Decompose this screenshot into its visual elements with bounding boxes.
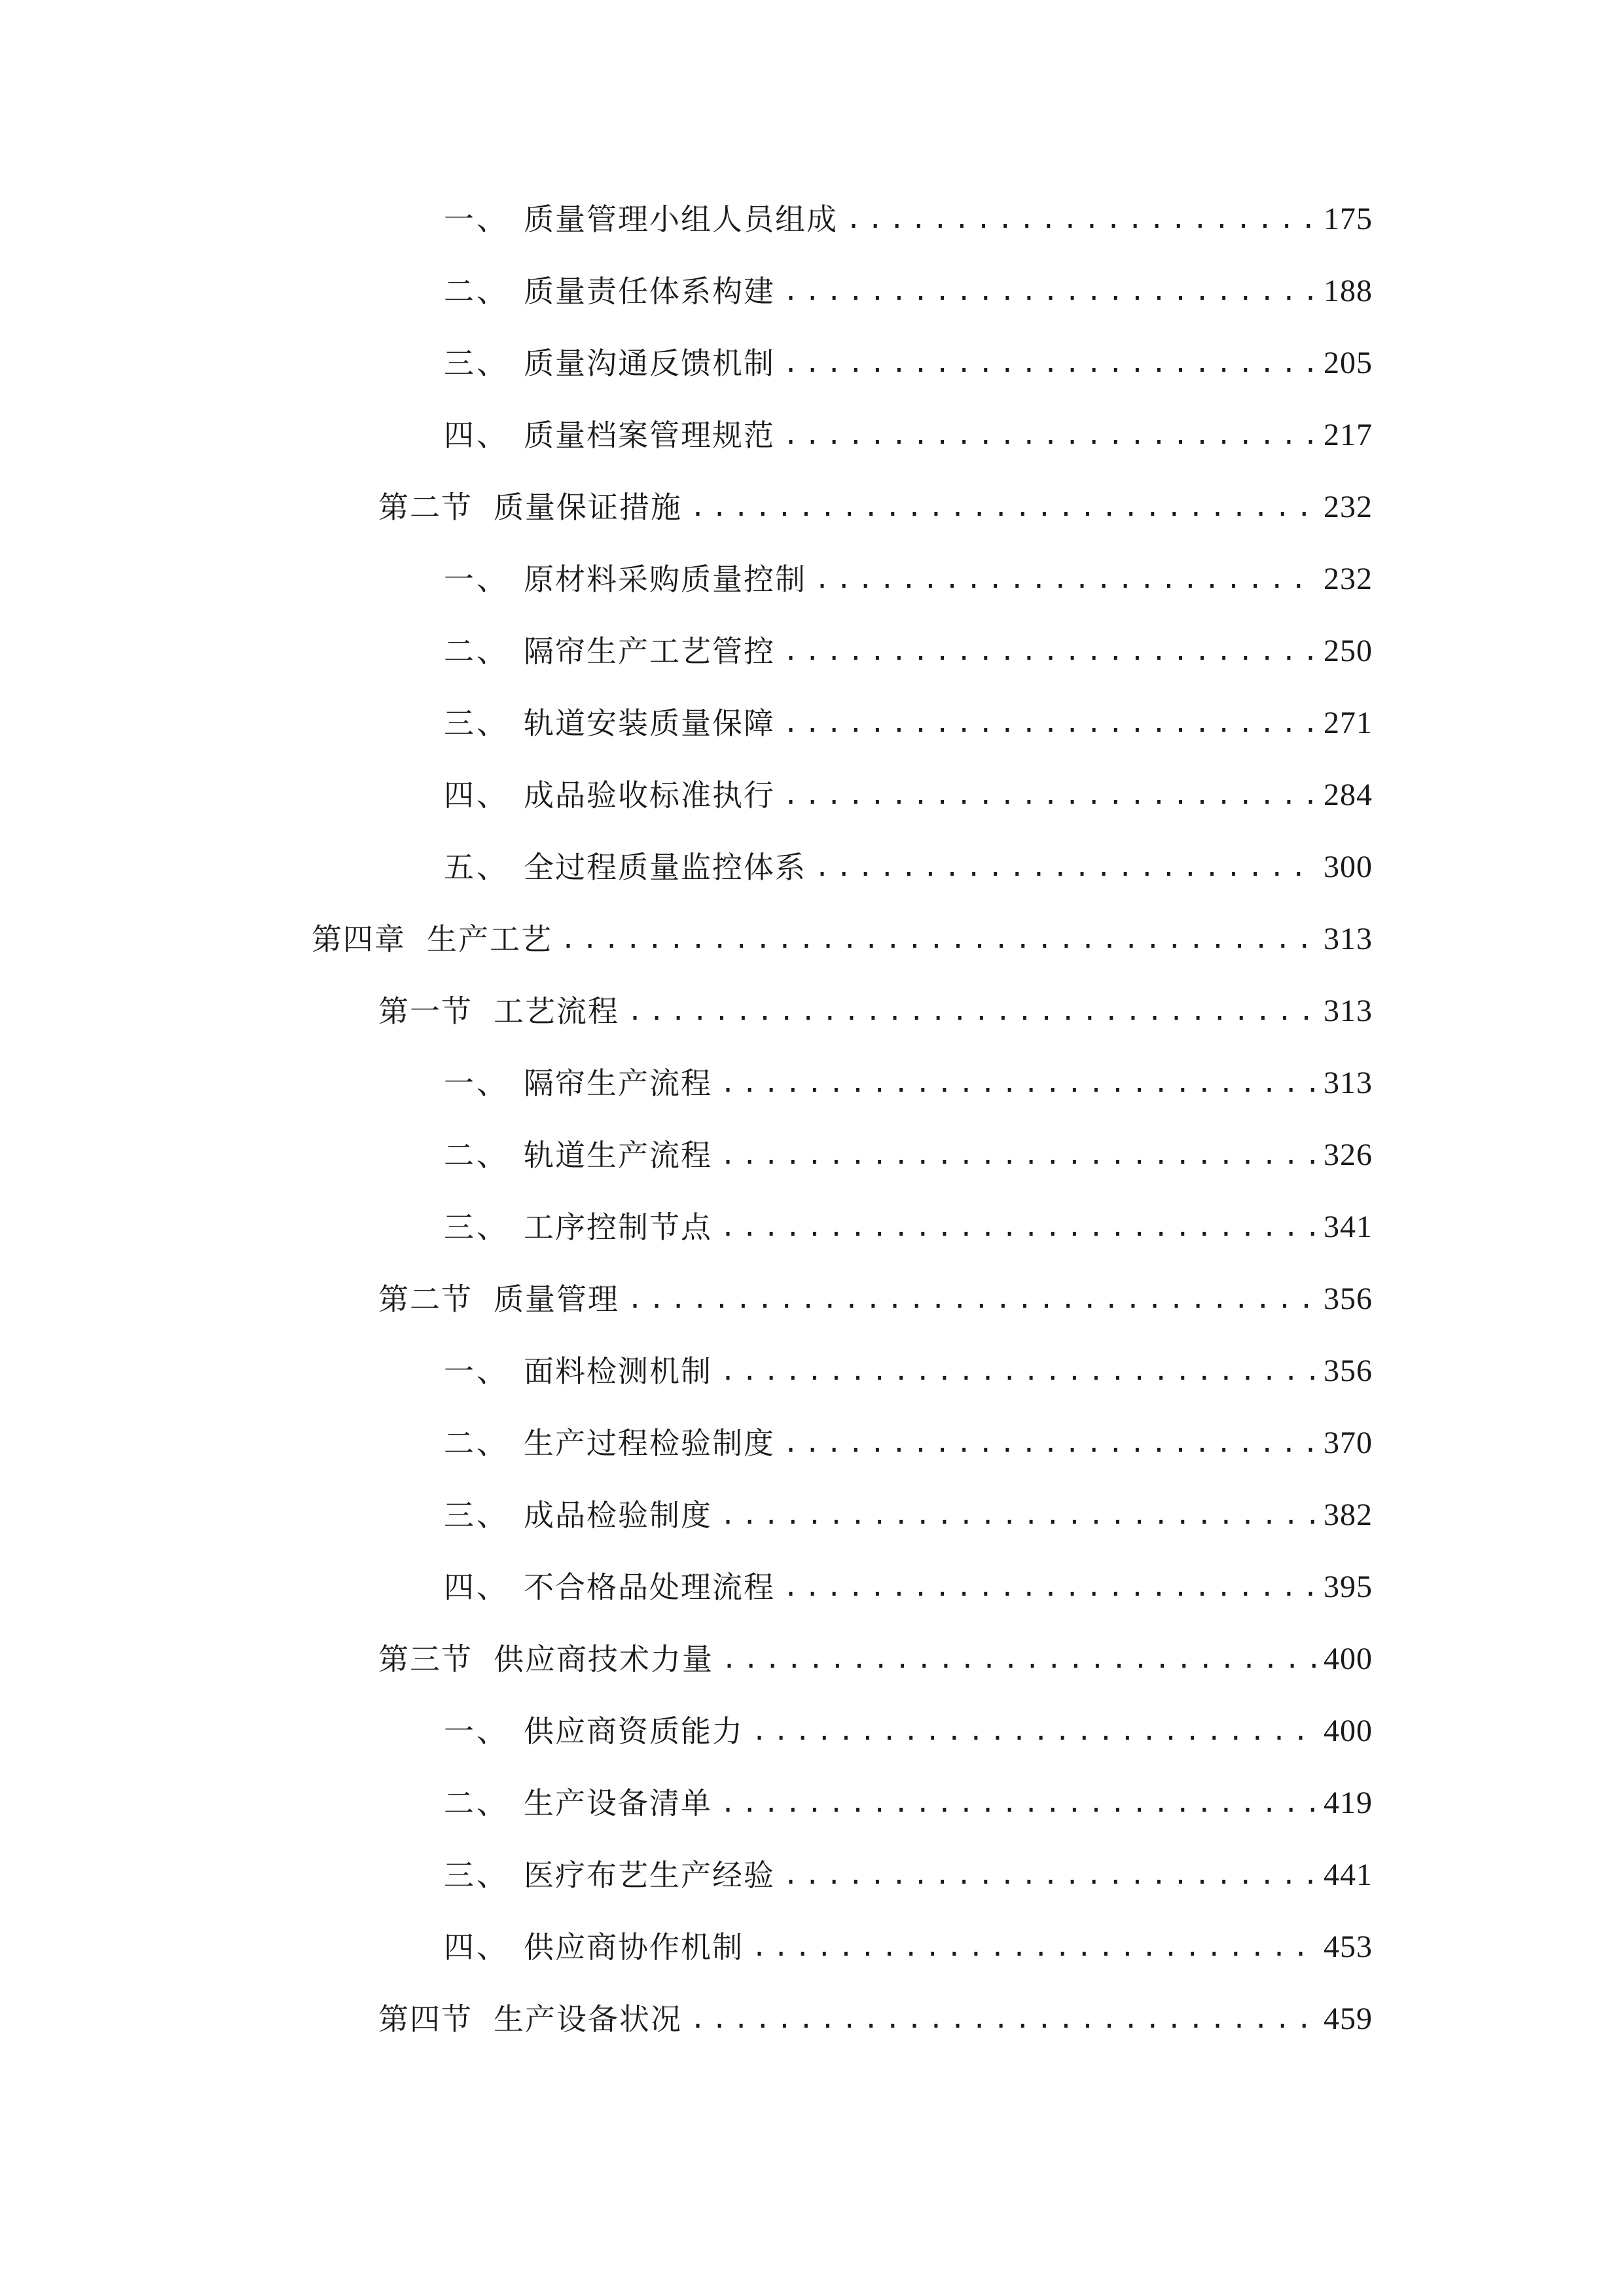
toc-entry-number: 四、 (444, 778, 509, 813)
toc-entry-number: 第二节 (378, 490, 473, 525)
toc-entry-number: 第四节 (378, 2001, 473, 2037)
toc-entry[interactable] (312, 903, 1373, 975)
toc-entry-title: 生产工艺 (427, 922, 552, 957)
toc-entry-page: 326 (1324, 1138, 1373, 1172)
toc-entry-title: 生产设备清单 (524, 1785, 712, 1821)
dot-leader (783, 1574, 1317, 1600)
toc-entry-page: 188 (1324, 274, 1373, 308)
toc-entry-page: 419 (1324, 1785, 1373, 1820)
toc-entry-page: 232 (1324, 490, 1373, 524)
dot-leader (720, 1070, 1317, 1096)
toc-entry-number: 第四章 (312, 922, 406, 957)
dot-leader (783, 1430, 1317, 1456)
toc-entry-page: 271 (1324, 706, 1373, 740)
toc-entry[interactable] (444, 1407, 1373, 1479)
toc-entry[interactable] (378, 1623, 1373, 1695)
toc-entry-number: 三、 (444, 1498, 509, 1533)
toc-entry-title: 工艺流程 (494, 994, 619, 1029)
toc-entry-number: 第一节 (378, 994, 473, 1029)
dot-leader (751, 1934, 1317, 1960)
toc-entry-title: 工序控制节点 (524, 1210, 712, 1245)
dot-leader (720, 1214, 1317, 1240)
toc-entry-page: 217 (1324, 418, 1373, 452)
toc-entry-page: 232 (1324, 562, 1373, 596)
dot-leader (814, 854, 1317, 880)
toc-entry-number: 四、 (444, 1929, 509, 1965)
toc-entry-page: 300 (1324, 850, 1373, 884)
toc-entry-number: 三、 (444, 706, 509, 741)
toc-entry-number: 三、 (444, 1857, 509, 1893)
toc-entry-page: 453 (1324, 1929, 1373, 1964)
toc-entry-page: 382 (1324, 1498, 1373, 1532)
toc-entry-title: 隔帘生产流程 (524, 1066, 712, 1101)
toc-entry-page: 284 (1324, 778, 1373, 812)
dot-leader (783, 1862, 1317, 1888)
toc-entry-title: 质量沟通反馈机制 (524, 346, 775, 381)
toc-entry-page: 459 (1324, 2001, 1373, 2036)
toc-entry-title: 成品验收标准执行 (524, 778, 775, 813)
toc-entry-title: 质量档案管理规范 (524, 418, 775, 453)
dot-leader (783, 638, 1317, 664)
toc-entry[interactable] (444, 759, 1373, 831)
toc-entry[interactable] (444, 1767, 1373, 1839)
toc-entry-number: 一、 (444, 1713, 509, 1749)
toc-entry-title: 面料检测机制 (524, 1354, 712, 1389)
toc-entry[interactable] (378, 975, 1373, 1047)
dot-leader (751, 1718, 1317, 1744)
dot-leader (783, 350, 1317, 376)
dot-leader (690, 2006, 1317, 2032)
dot-leader (721, 1646, 1317, 1672)
dot-leader (846, 206, 1317, 232)
toc-entry-page: 395 (1324, 1570, 1373, 1604)
toc-entry[interactable] (444, 399, 1373, 471)
toc-entry-title: 成品检验制度 (524, 1498, 712, 1533)
toc-entry[interactable] (444, 1911, 1373, 1983)
toc-entry-page: 356 (1324, 1354, 1373, 1388)
toc-entry-number: 一、 (444, 1354, 509, 1389)
toc-entry-title: 不合格品处理流程 (524, 1570, 775, 1605)
toc-entry-number: 一、 (444, 1066, 509, 1101)
toc-entry-number: 三、 (444, 1210, 509, 1245)
toc-entry[interactable] (444, 687, 1373, 759)
toc-entry-number: 二、 (444, 1426, 509, 1461)
toc-entry-title: 轨道安装质量保障 (524, 706, 775, 741)
toc-entry-page: 313 (1324, 994, 1373, 1028)
toc-entry-number: 一、 (444, 562, 509, 597)
dot-leader (783, 278, 1317, 304)
toc-entry-page: 341 (1324, 1210, 1373, 1244)
toc-entry[interactable] (444, 183, 1373, 255)
dot-leader (783, 782, 1317, 808)
toc-entry-number: 二、 (444, 634, 509, 669)
toc-entry-number: 四、 (444, 1570, 509, 1605)
toc-entry-title: 质量保证措施 (494, 490, 682, 525)
toc-entry-title: 隔帘生产工艺管控 (524, 634, 775, 669)
dot-leader (720, 1790, 1317, 1816)
toc-entry-page: 205 (1324, 346, 1373, 380)
toc-entry[interactable] (444, 255, 1373, 327)
toc-entry-number: 二、 (444, 274, 509, 309)
toc-entry[interactable] (444, 1335, 1373, 1407)
toc-entry-title: 医疗布艺生产经验 (524, 1857, 775, 1893)
toc-entry-page: 313 (1324, 922, 1373, 956)
toc-entry-title: 质量管理小组人员组成 (524, 202, 838, 237)
dot-leader (783, 422, 1317, 448)
dot-leader (720, 1502, 1317, 1528)
toc-entry-title: 轨道生产流程 (524, 1138, 712, 1173)
toc-entry-number: 一、 (444, 202, 509, 237)
toc-entry[interactable] (378, 471, 1373, 543)
toc-entry[interactable] (444, 1839, 1373, 1911)
toc-entry-title: 供应商协作机制 (524, 1929, 744, 1965)
toc-entry-title: 生产过程检验制度 (524, 1426, 775, 1461)
toc-entry-page: 356 (1324, 1282, 1373, 1316)
toc-entry-title: 质量管理 (494, 1282, 619, 1317)
toc-entry[interactable] (444, 543, 1373, 615)
toc-entry[interactable] (444, 1191, 1373, 1263)
toc-entry-page: 400 (1324, 1713, 1373, 1748)
toc-entry-title: 质量责任体系构建 (524, 274, 775, 309)
toc-entry-page: 441 (1324, 1857, 1373, 1892)
toc-entry-number: 第二节 (378, 1282, 473, 1317)
toc-entry[interactable] (444, 1695, 1373, 1767)
toc-entry[interactable] (444, 327, 1373, 399)
toc-entry[interactable] (444, 831, 1373, 903)
toc-entry[interactable] (444, 615, 1373, 687)
dot-leader (627, 1286, 1317, 1312)
dot-leader (720, 1358, 1317, 1384)
dot-leader (627, 998, 1317, 1024)
toc-entry-number: 二、 (444, 1785, 509, 1821)
toc-entry-page: 370 (1324, 1426, 1373, 1460)
toc-entry-page: 400 (1324, 1641, 1373, 1676)
dot-leader (720, 1142, 1317, 1168)
toc-entry-page: 250 (1324, 634, 1373, 668)
toc-entry-page: 313 (1324, 1066, 1373, 1100)
toc-entry[interactable] (444, 1551, 1373, 1623)
toc-entry[interactable] (444, 1119, 1373, 1191)
toc-entry[interactable] (378, 1263, 1373, 1335)
toc-entry-number: 四、 (444, 418, 509, 453)
dot-leader (690, 494, 1317, 520)
toc-entry-title: 原材料采购质量控制 (524, 562, 806, 597)
toc-entry-title: 供应商资质能力 (524, 1713, 744, 1749)
toc-entry[interactable] (378, 1983, 1373, 2055)
toc-entry-title: 生产设备状况 (494, 2001, 682, 2037)
toc-entry-title: 供应商技术力量 (494, 1641, 713, 1677)
toc-entry[interactable] (444, 1047, 1373, 1119)
toc-entry-number: 第三节 (378, 1641, 473, 1677)
dot-leader (814, 566, 1317, 592)
dot-leader (560, 926, 1317, 952)
toc-entry-number: 二、 (444, 1138, 509, 1173)
dot-leader (783, 710, 1317, 736)
toc-entry-number: 五、 (444, 850, 509, 885)
toc-entry-page: 175 (1324, 202, 1373, 236)
toc-entry[interactable] (444, 1479, 1373, 1551)
toc-entry-title: 全过程质量监控体系 (524, 850, 806, 885)
toc-entry-number: 三、 (444, 346, 509, 381)
